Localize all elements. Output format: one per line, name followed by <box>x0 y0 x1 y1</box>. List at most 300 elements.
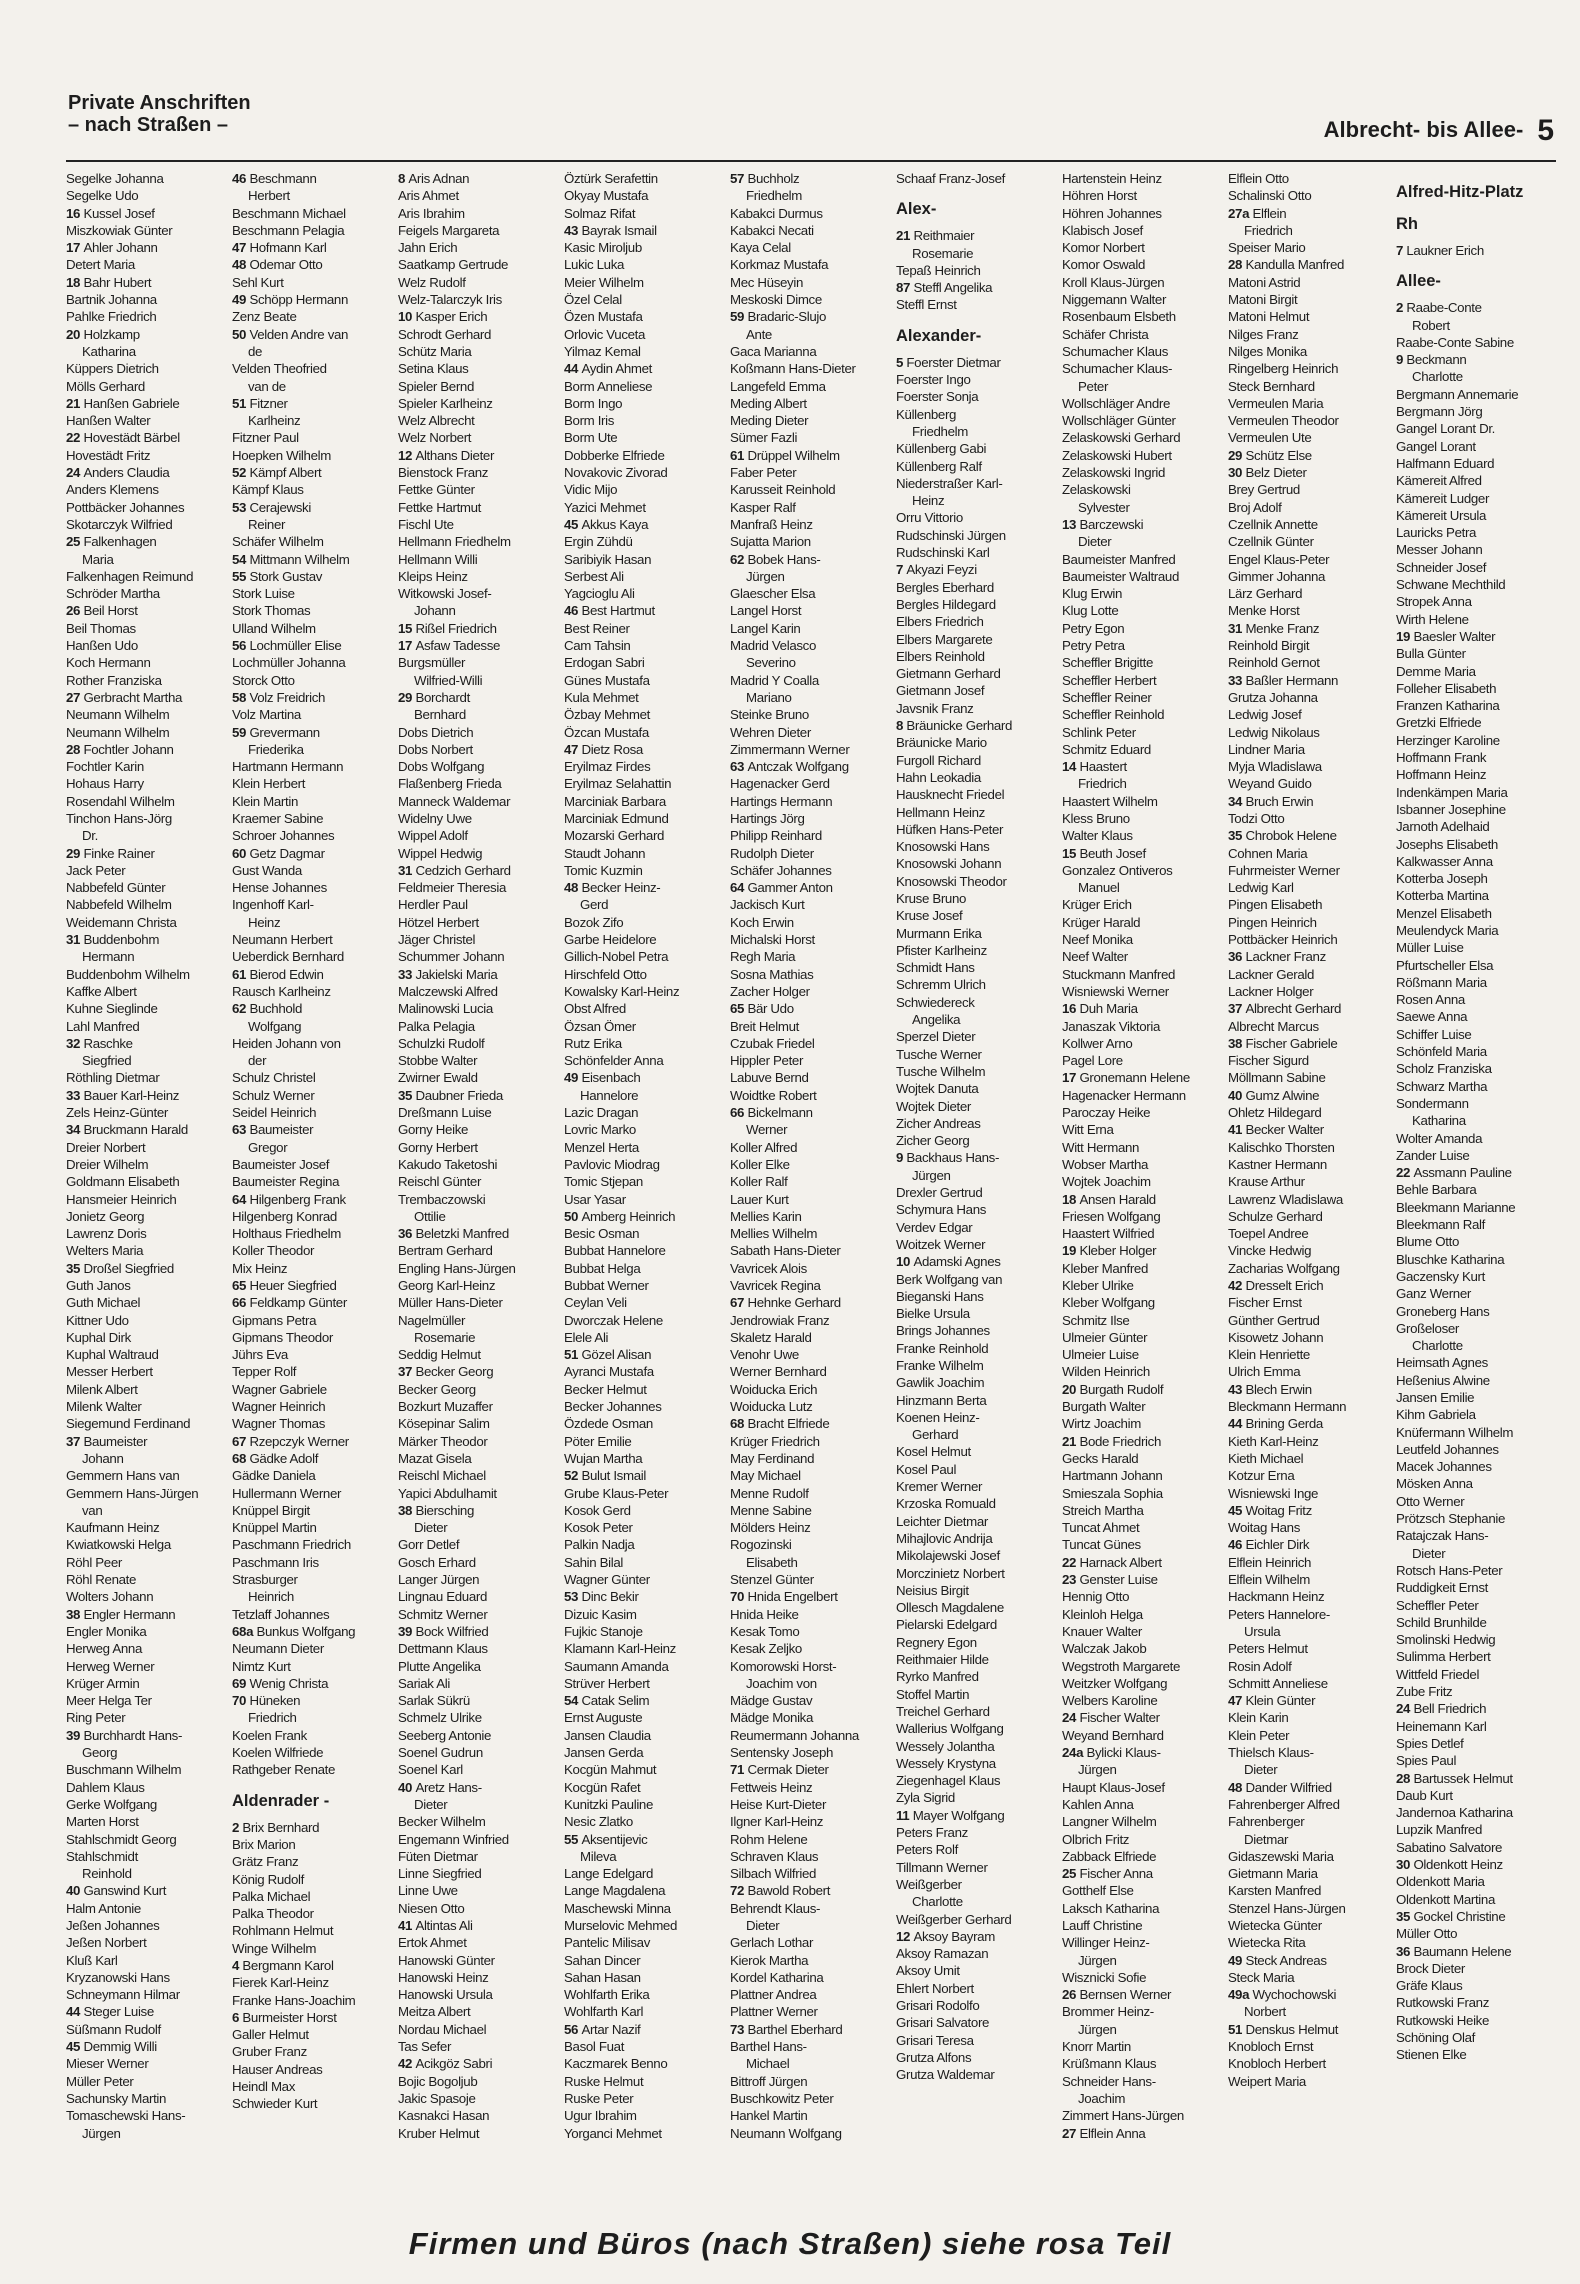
resident-entry <box>1228 412 1390 429</box>
resident-entry <box>398 2038 560 2055</box>
house-number: 28 <box>66 741 84 757</box>
resident-name: Yapici Abdulhamit <box>398 1485 497 1501</box>
house-number: 48 <box>564 880 582 896</box>
resident-entry <box>398 1779 560 1796</box>
resident-name: Fischer Sigurd <box>1228 1053 1309 1069</box>
resident-entry <box>564 966 726 983</box>
resident-name: Scheffler Reinhold <box>1062 707 1165 723</box>
resident-name: Özcan Mustafa <box>564 724 649 740</box>
resident-entry <box>398 2125 560 2142</box>
resident-entry <box>1228 1934 1390 1951</box>
resident-entry <box>564 1969 726 1986</box>
resident-entry <box>564 1121 726 1138</box>
resident-name: Klabisch Josef <box>1062 222 1143 238</box>
resident-name: Küllenberg <box>896 406 957 422</box>
resident-name: Schwiedereck <box>896 994 975 1010</box>
resident-entry <box>1228 1156 1390 1173</box>
resident-name: Jeßen Norbert <box>66 1935 147 1951</box>
resident-name: Langner Wilhelm <box>1062 1814 1157 1830</box>
resident-name: Hahn Leokadia <box>896 769 981 785</box>
resident-name: Vavricek Regina <box>730 1278 821 1293</box>
resident-name: Siegemund Ferdinand <box>66 1416 191 1432</box>
resident-name: Schäfer Christa <box>1062 326 1149 342</box>
resident-entry <box>730 862 892 879</box>
resident-entry <box>66 1485 228 1502</box>
house-number: 34 <box>66 1122 84 1138</box>
resident-entry <box>232 1156 394 1173</box>
house-number: 43 <box>564 222 582 238</box>
resident-entry <box>1062 1294 1224 1311</box>
house-number: 4 <box>232 1957 243 1973</box>
resident-entry <box>1396 1597 1556 1614</box>
resident-entry <box>232 1398 394 1415</box>
resident-name: Elflein Otto <box>1228 171 1289 186</box>
resident-entry <box>1396 541 1556 558</box>
resident-entry <box>398 429 560 446</box>
resident-entry <box>398 1363 560 1380</box>
resident-name: Foerster Dietmar <box>906 354 1001 370</box>
resident-entry <box>564 1104 726 1121</box>
house-number: 20 <box>66 326 84 342</box>
resident-name: Burgath Rudolf <box>1079 1381 1164 1397</box>
house-number: 36 <box>1228 949 1246 965</box>
resident-entry <box>564 1640 726 1657</box>
house-number: 70 <box>730 1589 748 1605</box>
resident-name: Jäger Christel <box>398 932 476 948</box>
resident-name: Süßmann Rudolf <box>66 2021 161 2037</box>
resident-name: Fitzner <box>249 395 288 411</box>
house-number: 62 <box>232 1001 250 1017</box>
resident-name: Spies Paul <box>1396 1753 1457 1769</box>
entry-continuation: Dieter <box>414 1796 448 1812</box>
resident-entry <box>66 2021 228 2038</box>
resident-entry <box>66 1191 228 1208</box>
resident-name: Schütz Maria <box>398 343 472 359</box>
house-number: 70 <box>232 1693 250 1709</box>
resident-entry <box>1396 1925 1556 1942</box>
resident-name: Witt Erna <box>1062 1122 1114 1138</box>
resident-entry <box>1396 1562 1556 1579</box>
resident-name: Heindl Max <box>232 2079 296 2095</box>
resident-entry <box>564 862 726 879</box>
resident-name: Engemann Winfried <box>398 1831 509 1847</box>
resident-entry <box>1062 516 1224 533</box>
resident-entry <box>564 568 726 585</box>
resident-entry <box>1062 1018 1224 1035</box>
resident-entry <box>730 845 892 862</box>
resident-entry <box>564 429 726 446</box>
resident-entry <box>1396 438 1556 455</box>
resident-name: Laukner Erich <box>1406 243 1484 258</box>
resident-name: Trembaczowski <box>398 1191 486 1207</box>
resident-entry <box>1228 1485 1390 1502</box>
resident-name: Hötzel Herbert <box>398 914 479 930</box>
resident-entry <box>564 1277 726 1294</box>
resident-entry <box>730 222 892 239</box>
resident-entry <box>66 1848 228 1865</box>
resident-name: Bräunicke Mario <box>896 735 987 751</box>
house-number: 66 <box>730 1105 748 1121</box>
resident-entry <box>896 1340 1058 1357</box>
resident-entry <box>398 395 560 412</box>
resident-entry <box>896 1253 1058 1270</box>
resident-name: Galler Helmut <box>232 2027 309 2043</box>
resident-name: Hanowski Günter <box>398 1952 495 1968</box>
resident-entry <box>896 1962 1058 1979</box>
resident-name: Wagner Gabriele <box>232 1381 327 1397</box>
resident-entry <box>66 395 228 412</box>
resident-name: Obst Alfred <box>564 1001 626 1017</box>
resident-name: Bracht Elfriede <box>747 1416 830 1432</box>
resident-name: Marten Horst <box>66 1814 139 1830</box>
resident-entry <box>730 637 892 654</box>
resident-name: Grisari Rodolfo <box>896 1997 980 2013</box>
resident-name: Schild Brunhilde <box>1396 1614 1487 1630</box>
resident-entry <box>398 1485 560 1502</box>
resident-name: Zabback Elfriede <box>1062 1848 1157 1864</box>
resident-entry <box>66 1346 228 1363</box>
resident-name: Hartmann Hermann <box>232 759 344 775</box>
resident-name: Hippler Peter <box>730 1053 804 1069</box>
entry-continuation: Jürgen <box>1078 2021 1117 2037</box>
resident-entry <box>564 2003 726 2020</box>
resident-name: Gockel Christine <box>1413 1908 1506 1924</box>
resident-entry <box>66 291 228 308</box>
house-number: 15 <box>1062 845 1080 861</box>
resident-name: Raschke <box>83 1035 133 1051</box>
resident-name: Lauer Kurt <box>730 1191 789 1207</box>
resident-name: Jandernoa Katharina <box>1396 1805 1513 1821</box>
resident-entry <box>730 1104 892 1121</box>
resident-name: Becker Johannes <box>564 1399 662 1415</box>
resident-name: Krüßmann Klaus <box>1062 2056 1157 2072</box>
resident-name: Schönfelder Anna <box>564 1053 664 1069</box>
resident-entry <box>232 205 394 222</box>
resident-name: Feldmeier Theresia <box>398 880 507 896</box>
column-2 <box>232 170 394 2113</box>
resident-name: Reischl Günter <box>398 1174 482 1190</box>
resident-name: Rößmann Maria <box>1396 974 1487 990</box>
resident-entry <box>1228 2038 1390 2055</box>
resident-entry <box>66 1640 228 1657</box>
resident-name: Kruber Helmut <box>398 2125 480 2141</box>
resident-name: Velden Theofried <box>232 361 327 377</box>
resident-entry <box>398 1260 560 1277</box>
resident-name: Miszkowiak Günter <box>66 222 173 238</box>
resident-entry <box>232 896 394 913</box>
entry-continuation: Herbert <box>248 188 290 204</box>
resident-name: Spies Detlef <box>1396 1735 1464 1751</box>
resident-entry <box>564 2021 726 2038</box>
resident-name: Mazat Gisela <box>398 1450 472 1466</box>
resident-entry <box>398 637 560 654</box>
resident-entry <box>1062 1969 1224 1986</box>
resident-entry <box>1228 896 1390 913</box>
resident-entry <box>730 395 892 412</box>
resident-entry <box>564 1554 726 1571</box>
resident-name: Storck Otto <box>232 672 295 688</box>
resident-entry <box>564 672 726 689</box>
resident-name: Milenk Albert <box>66 1381 138 1397</box>
resident-name: Gemmern Hans van <box>66 1468 180 1484</box>
resident-name: Neumann Wilhelm <box>66 724 170 740</box>
resident-name: Wisniewski Werner <box>1062 983 1169 999</box>
resident-entry <box>896 821 1058 838</box>
resident-entry <box>232 1312 394 1329</box>
resident-name: Höhren Horst <box>1062 188 1137 204</box>
house-number: 69 <box>232 1675 250 1691</box>
resident-name: Schneider Hans- <box>1062 2073 1156 2089</box>
resident-name: Feldkamp Günter <box>249 1295 347 1311</box>
resident-entry <box>232 654 394 671</box>
resident-entry <box>564 1623 726 1640</box>
resident-entry <box>66 1917 228 1934</box>
resident-name: Welz Albrecht <box>398 413 475 429</box>
resident-name: Lackner Gerald <box>1228 966 1315 982</box>
resident-entry <box>896 544 1058 561</box>
resident-name: Spieler Bernd <box>398 378 475 394</box>
resident-name: Elflein <box>1252 205 1287 221</box>
resident-entry <box>730 827 892 844</box>
resident-name: Cam Tahsin <box>564 638 631 654</box>
resident-entry <box>1396 242 1556 259</box>
house-number: 61 <box>730 447 748 463</box>
resident-entry <box>896 1841 1058 1858</box>
resident-entry <box>1062 1208 1224 1225</box>
resident-entry <box>564 637 726 654</box>
resident-name: Gorny Heike <box>398 1122 469 1138</box>
resident-entry <box>66 1623 228 1640</box>
street-heading: Alex- <box>896 200 937 219</box>
resident-entry <box>1396 1043 1556 1060</box>
resident-name: Sabath Hans-Dieter <box>730 1243 841 1259</box>
resident-name: Segelke Udo <box>66 188 139 204</box>
resident-name: Bergmann Annemarie <box>1396 386 1519 402</box>
resident-entry <box>896 855 1058 872</box>
resident-name: Gerke Wolfgang <box>66 1796 157 1812</box>
resident-entry <box>1396 1873 1556 1890</box>
resident-name: Buschmann Wilhelm <box>66 1762 182 1778</box>
resident-name: Fettke Günter <box>398 482 475 498</box>
resident-entry <box>730 1831 892 1848</box>
resident-entry <box>1062 395 1224 412</box>
resident-entry <box>564 1139 726 1156</box>
resident-name: Raabe-Conte <box>1406 300 1482 316</box>
resident-name: Ruddigkeit Ernst <box>1396 1580 1488 1596</box>
resident-entry <box>896 804 1058 821</box>
resident-name: Zacher Holger <box>730 983 810 999</box>
resident-name: Beuth Josef <box>1079 845 1146 861</box>
resident-entry <box>1396 732 1556 749</box>
house-number: 36 <box>398 1226 416 1242</box>
resident-name: Madrid Y Coalla <box>730 672 819 688</box>
resident-entry <box>1228 724 1390 741</box>
resident-name: Reumermann Johanna <box>730 1727 859 1743</box>
resident-name: Steck Andreas <box>1245 1952 1327 1968</box>
resident-name: Steger Luise <box>83 2004 154 2020</box>
resident-entry <box>232 1467 394 1484</box>
resident-name: Stobbe Walter <box>398 1053 478 1069</box>
resident-entry <box>66 1554 228 1571</box>
resident-name: Wisznicki Sofie <box>1062 1969 1147 1985</box>
resident-entry <box>730 1813 892 1830</box>
resident-entry <box>232 1104 394 1121</box>
resident-name: Furgoll Richard <box>896 752 981 768</box>
entry-continuation: Dr. <box>82 828 98 844</box>
resident-name: Franke Reinhold <box>896 1340 989 1356</box>
street-heading: Alexander- <box>896 326 982 345</box>
resident-entry <box>1062 1675 1224 1692</box>
resident-entry <box>564 724 726 741</box>
resident-entry <box>896 1080 1058 1097</box>
resident-name: Knosowski Johann <box>896 856 1002 872</box>
resident-entry <box>730 1467 892 1484</box>
resident-entry <box>232 1260 394 1277</box>
resident-entry <box>1228 1865 1390 1882</box>
resident-entry <box>1062 1831 1224 1848</box>
house-number: 22 <box>1062 1554 1080 1570</box>
resident-name: Velden Andre van <box>249 326 349 342</box>
resident-entry <box>232 1519 394 1536</box>
resident-entry <box>564 1536 726 1553</box>
resident-entry <box>896 976 1058 993</box>
resident-name: Herzinger Karoline <box>1396 732 1500 748</box>
resident-name: Kämereit Ursula <box>1396 507 1487 523</box>
resident-entry <box>1396 1216 1556 1233</box>
resident-entry <box>398 1139 560 1156</box>
resident-name: Harnack Albert <box>1079 1554 1162 1570</box>
entry-continuation: Heinz <box>248 914 281 930</box>
resident-entry <box>1396 1787 1556 1804</box>
resident-name: Gietmann Maria <box>1228 1866 1318 1882</box>
resident-name: Peters Hannelore- <box>1228 1606 1330 1622</box>
resident-entry <box>896 458 1058 475</box>
resident-entry <box>1228 1294 1390 1311</box>
resident-name: Dinc Bekir <box>581 1589 639 1605</box>
resident-name: Wohlfarth Erika <box>564 1987 650 2003</box>
resident-entry <box>896 475 1058 492</box>
resident-entry <box>1062 1398 1224 1415</box>
resident-entry <box>66 1796 228 1813</box>
resident-entry <box>232 308 394 325</box>
resident-entry <box>398 620 560 637</box>
resident-name: Rzepczyk Werner <box>249 1433 349 1449</box>
resident-name: Oldenkott Martina <box>1396 1891 1495 1907</box>
resident-entry <box>232 274 394 291</box>
resident-entry <box>730 1986 892 2003</box>
resident-entry <box>1228 1381 1390 1398</box>
resident-entry <box>564 931 726 948</box>
resident-entry <box>896 388 1058 405</box>
resident-entry <box>232 1381 394 1398</box>
resident-name: Woitag Hans <box>1228 1520 1301 1536</box>
resident-name: Aydin Ahmet <box>581 361 652 377</box>
resident-name: Regnery Egon <box>896 1634 977 1650</box>
resident-entry <box>398 2021 560 2038</box>
resident-entry <box>232 1957 394 1974</box>
resident-name: Fochtler Johann <box>83 741 174 757</box>
resident-entry <box>564 827 726 844</box>
house-number: 24 <box>1062 1710 1080 1726</box>
resident-name: Sahin Bilal <box>564 1554 623 1570</box>
resident-entry <box>1396 974 1556 991</box>
resident-name: Tusche Wilhelm <box>896 1063 986 1079</box>
resident-entry <box>1396 1475 1556 1492</box>
resident-name: Hnida Heike <box>730 1606 799 1622</box>
resident-name: Günes Mustafa <box>564 672 650 688</box>
resident-name: Wisniewski Inge <box>1228 1485 1319 1501</box>
resident-name: Schäfer Wilhelm <box>232 534 324 550</box>
house-number: 56 <box>232 638 250 654</box>
resident-name: Denskus Helmut <box>1245 2021 1339 2037</box>
resident-name: Milenk Walter <box>66 1399 142 1415</box>
resident-name: Blech Erwin <box>1245 1381 1312 1397</box>
resident-entry <box>1396 1510 1556 1527</box>
resident-entry <box>730 308 892 325</box>
resident-entry <box>564 239 726 256</box>
resident-name: Burgath Walter <box>1062 1399 1146 1415</box>
resident-entry <box>66 966 228 983</box>
resident-name: Wojtek Joachim <box>1062 1174 1151 1190</box>
resident-name: Nabbefeld Günter <box>66 880 166 896</box>
resident-name: Neisius Birgit <box>896 1582 969 1598</box>
resident-name: Holthaus Friedhelm <box>232 1226 341 1242</box>
street-heading: Aldenrader - <box>232 1791 330 1810</box>
resident-name: Witt Hermann <box>1062 1139 1140 1155</box>
resident-entry <box>398 1104 560 1121</box>
resident-name: Koßmann Hans-Dieter <box>730 361 856 377</box>
resident-name: Skaletz Harald <box>730 1329 812 1345</box>
resident-entry <box>398 1052 560 1069</box>
resident-name: Ziegenhagel Klaus <box>896 1773 1001 1789</box>
house-number: 25 <box>66 534 84 550</box>
page-number: 5 <box>1537 114 1554 147</box>
resident-name: Buchhold <box>249 1001 303 1017</box>
resident-entry <box>1228 1917 1390 1934</box>
resident-entry <box>1062 602 1224 619</box>
resident-name: Stahlschmidt <box>66 1848 138 1864</box>
resident-name: Heinemann Karl <box>1396 1718 1487 1734</box>
resident-entry <box>398 533 560 550</box>
resident-name: Widelny Uwe <box>398 810 472 826</box>
entry-continuation: Severino <box>746 655 796 671</box>
resident-name: Klein Martin <box>232 793 299 809</box>
resident-name: Wollschläger Günter <box>1062 413 1176 429</box>
resident-entry <box>564 1346 726 1363</box>
resident-entry <box>1396 697 1556 714</box>
resident-entry <box>232 931 394 948</box>
house-number: 38 <box>66 1606 84 1622</box>
resident-name: Bartnik Johanna <box>66 292 157 308</box>
house-number: 31 <box>66 932 84 948</box>
resident-name: Gädke Daniela <box>232 1468 316 1484</box>
resident-name: Lochmüller Johanna <box>232 655 346 671</box>
resident-name: Paschmann Friedrich <box>232 1537 351 1553</box>
resident-name: Schmelz Ulrike <box>398 1710 482 1726</box>
resident-name: Hüneken <box>249 1693 301 1709</box>
resident-name: Herdler Paul <box>398 897 468 913</box>
resident-entry <box>398 1554 560 1571</box>
resident-entry <box>398 170 560 187</box>
resident-entry <box>1062 274 1224 291</box>
resident-name: Lärz Gerhard <box>1228 586 1303 602</box>
resident-entry <box>896 734 1058 751</box>
resident-entry <box>730 412 892 429</box>
resident-name: Lupzik Manfred <box>1396 1822 1483 1838</box>
resident-name: Wippel Hedwig <box>398 845 483 861</box>
resident-entry <box>1228 1035 1390 1052</box>
resident-name: Peters Franz <box>896 1825 968 1841</box>
